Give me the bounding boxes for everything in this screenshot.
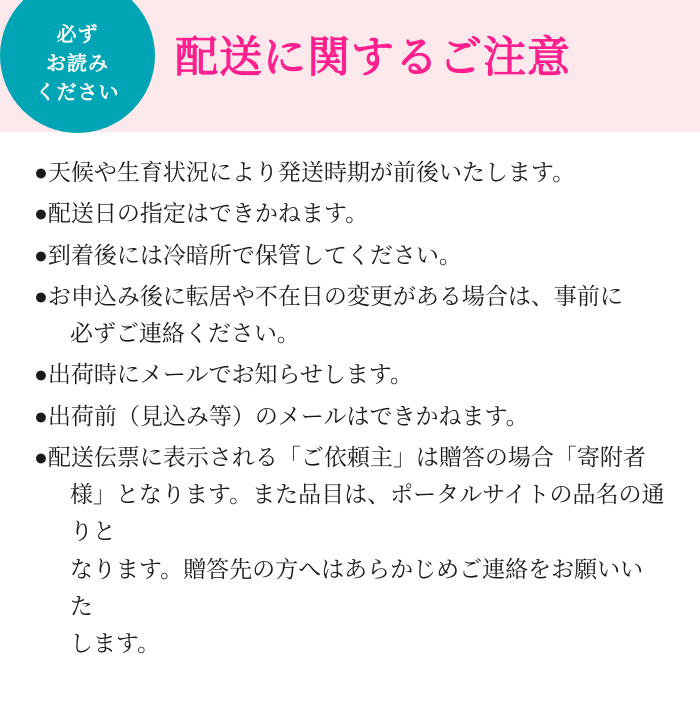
bullet-icon: ● [34, 402, 48, 429]
list-item [34, 278, 666, 353]
bullet-icon: ● [34, 241, 48, 268]
list-item-text: 出荷前（見込み等）のメールはできかねます。 [47, 402, 529, 429]
notice-list [0, 132, 700, 666]
list-item [34, 195, 666, 232]
list-item-line: 様」となります。また品目は、ポータルサイトの品名の通りと [69, 481, 665, 545]
page-title: 配送に関するご注意 [175, 34, 571, 82]
list-item-text [48, 439, 666, 663]
list-item [34, 398, 666, 435]
badge-line-2: お読み [46, 53, 109, 75]
list-item-text: 天候や生育状況により発送時期が前後いたします。 [47, 159, 576, 185]
list-item-text: 到着後には冷暗所で保管してください。 [47, 241, 462, 268]
list-item-line: お申込み後に転居や不在日の変更がある場合は、事前に [47, 282, 623, 309]
bullet-icon: ● [34, 282, 48, 309]
list-item-line: します。 [69, 630, 161, 656]
bullet-icon: ● [34, 361, 48, 388]
list-item-text [48, 278, 666, 353]
bullet-icon: ● [34, 200, 48, 227]
bullet-icon: ● [34, 443, 48, 470]
list-item-line: 配送伝票に表示される「ご依頼主」は贈答の場合「寄附者 [47, 443, 646, 470]
badge-line-3: ください [35, 82, 120, 104]
list-item-line: 必ずご連絡ください。 [69, 320, 300, 346]
list-item [34, 439, 666, 663]
list-item [34, 237, 666, 274]
list-item-line: なります。贈答先の方へはあらかじめご連絡をお願いいた [69, 555, 644, 619]
bullet-icon: ● [34, 159, 48, 185]
list-item [34, 154, 666, 191]
list-item-text: 出荷時にメールでお知らせします。 [47, 361, 413, 388]
list-item-text: 配送日の指定はできかねます。 [47, 200, 369, 227]
list-item [34, 356, 666, 393]
badge-line-1: 必ず [56, 24, 99, 46]
